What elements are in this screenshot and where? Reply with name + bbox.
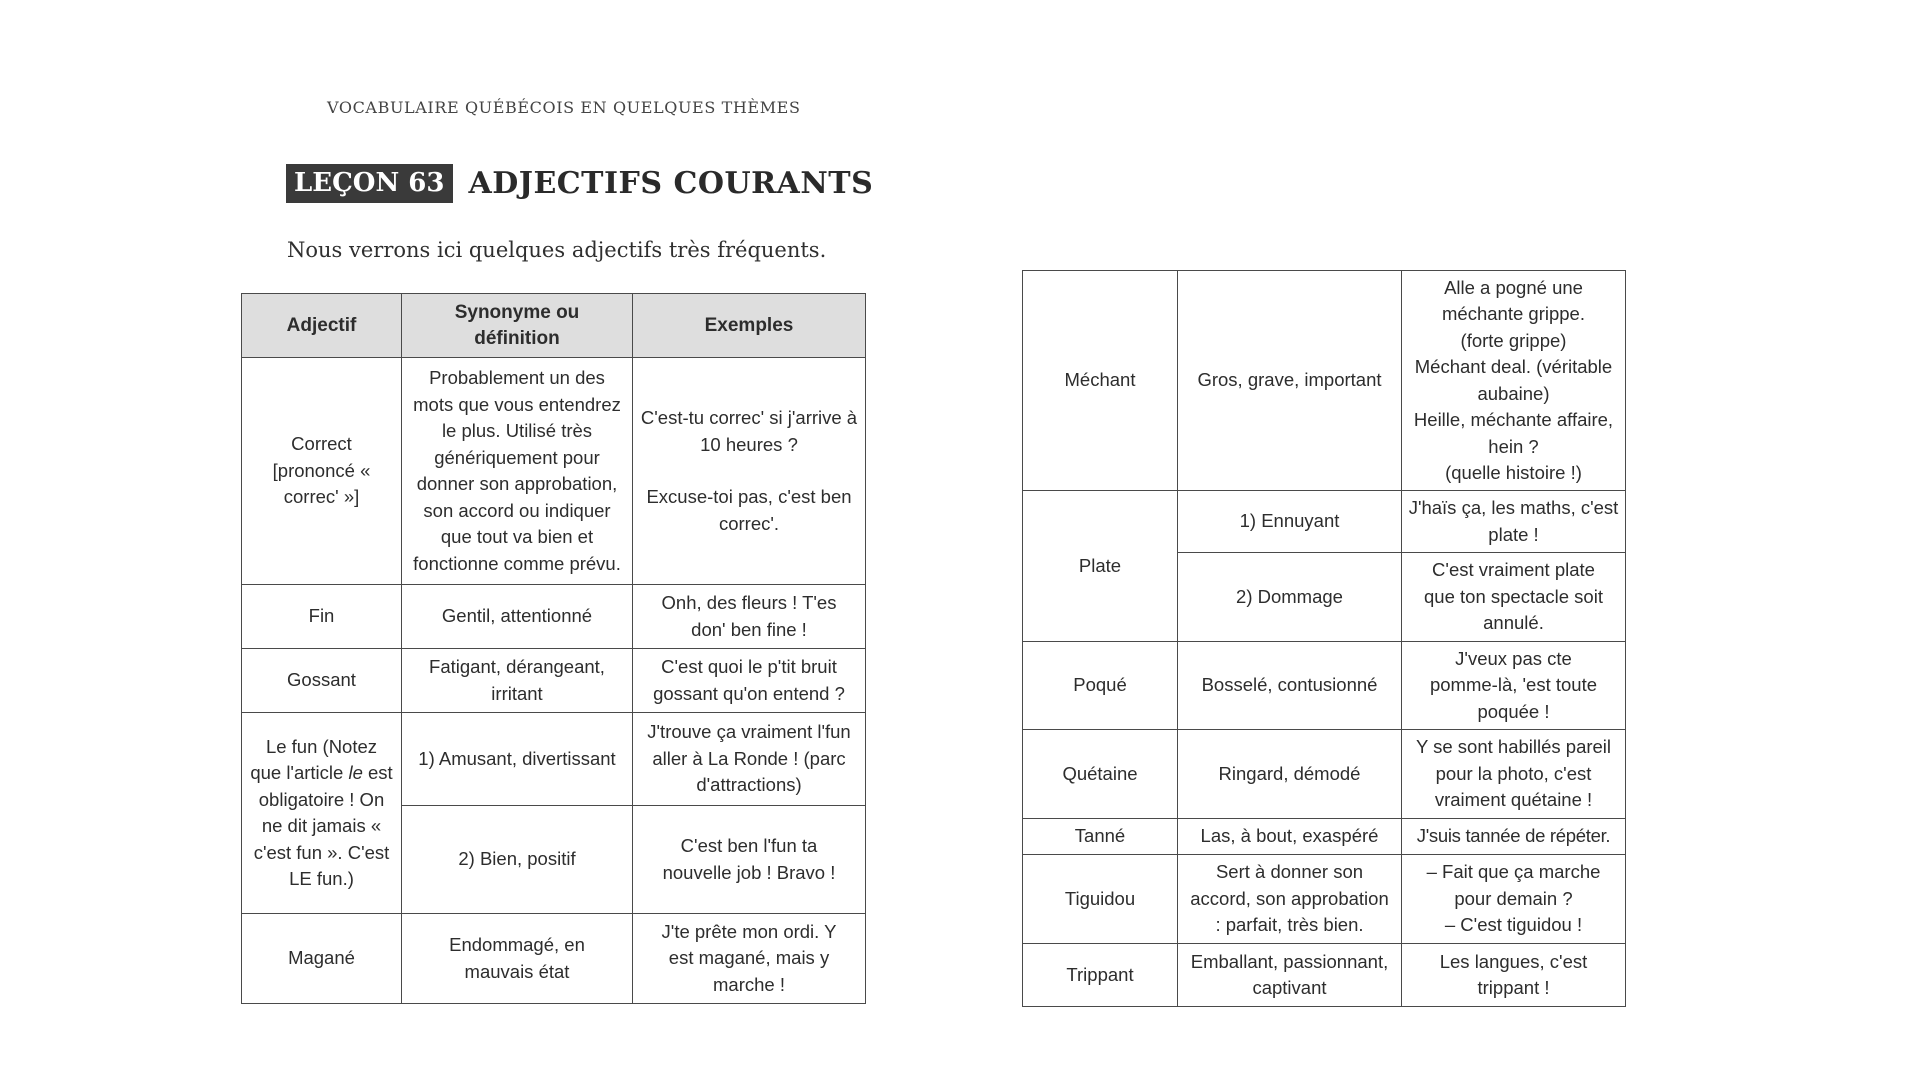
table-row: [1023, 819, 1626, 855]
adjectif-cell: Plate: [1023, 491, 1178, 642]
adjectif-cell: Poqué: [1023, 642, 1178, 730]
definition-cell: Bosselé, contusionné: [1178, 642, 1402, 730]
intro-text: Nous verrons ici quelques adjectifs très fréquents.: [287, 238, 827, 262]
adjectif-cell: Tiguidou: [1023, 855, 1178, 944]
lesson-heading: [286, 164, 873, 203]
example-line: Excuse-toi pas, c'est ben correc'.: [646, 486, 852, 534]
table-row: [1023, 271, 1626, 491]
exemples-cell: J'veux pas cte pomme-là, 'est toute poquée !: [1402, 642, 1626, 730]
exemples-cell: [633, 358, 866, 585]
adjectif-cell: Fin: [242, 585, 402, 649]
definition-cell: Ringard, démodé: [1178, 730, 1402, 819]
example-line: Heille, méchante affaire, hein ?: [1413, 409, 1614, 457]
adjectif-cell: Tanné: [1023, 819, 1178, 855]
exemples-cell: J'suis tannée de répéter.: [1402, 819, 1626, 855]
exemples-cell: C'est ben l'fun ta nouvelle job ! Bravo !: [633, 806, 866, 914]
adjectif-cell: Magané: [242, 914, 402, 1004]
definition-cell: Emballant, passionnant, captivant: [1178, 944, 1402, 1007]
table-row: [242, 914, 866, 1004]
definition-cell: Gentil, attentionné: [402, 585, 633, 649]
exemples-cell: Y se sont habillés pareil pour la photo, c'est vraiment quétaine !: [1402, 730, 1626, 819]
definition-cell: 1) Ennuyant: [1178, 491, 1402, 553]
exemples-cell: J'te prête mon ordi. Y est magané, mais y marche !: [633, 914, 866, 1004]
header-definition: Synonyme ou définition: [402, 294, 633, 358]
table-row: [242, 585, 866, 649]
definition-cell: 2) Dommage: [1178, 553, 1402, 642]
table-row: [242, 713, 866, 806]
table-row: [1023, 642, 1626, 730]
adjectif-cell: Correct [prononcé « correc' »]: [242, 358, 402, 585]
adjectif-cell: [242, 713, 402, 914]
table-row: [1023, 491, 1626, 553]
definition-cell: Las, à bout, exaspéré: [1178, 819, 1402, 855]
header-exemples: Exemples: [633, 294, 866, 358]
adjectif-text-italic: le: [348, 762, 363, 783]
adjectif-text: est obligatoire ! On ne dit jamais « c'est fun ». C'est LE fun.): [253, 762, 393, 889]
adjectif-cell: Gossant: [242, 649, 402, 713]
exemples-cell: J'trouve ça vraiment l'fun aller à La Ronde ! (parc d'attractions): [633, 713, 866, 806]
definition-cell: Fatigant, dérangeant, irritant: [402, 649, 633, 713]
exemples-cell: J'haïs ça, les maths, c'est plate !: [1402, 491, 1626, 553]
running-head: VOCABULAIRE QUÉBÉCOIS EN QUELQUES THÈMES: [327, 98, 801, 117]
exemples-cell: C'est vraiment plate que ton spectacle soit annulé.: [1402, 553, 1626, 642]
example-line: Alle a pogné une méchante grippe. (forte grippe): [1442, 276, 1585, 351]
header-adjectif: Adjectif: [242, 294, 402, 358]
example-line: C'est-tu correc' si j'arrive à 10 heures ?: [640, 407, 858, 455]
table-row: [242, 358, 866, 585]
vocab-table-right: [1022, 270, 1626, 1007]
example-line: Méchant deal. (véritable aubaine): [1414, 356, 1613, 404]
exemples-cell: [1402, 855, 1626, 944]
example-line: – C'est tiguidou !: [1444, 914, 1583, 936]
definition-cell: Probablement un des mots que vous entendrez le plus. Utilisé très génériquement pour donner son approbation, son accord ou indiquer que tout va bien et fonctionne comme prévu.: [402, 358, 633, 585]
definition-cell: Endommagé, en mauvais état: [402, 914, 633, 1004]
adjectif-cell: Quétaine: [1023, 730, 1178, 819]
table-row: [1023, 730, 1626, 819]
vocab-table-left: [241, 293, 866, 1004]
adjectif-cell: Méchant: [1023, 271, 1178, 491]
lesson-title: ADJECTIFS COURANTS: [468, 166, 874, 201]
exemples-cell: Les langues, c'est trippant !: [1402, 944, 1626, 1007]
table-header-row: [242, 294, 866, 358]
definition-cell: 1) Amusant, divertissant: [402, 713, 633, 806]
lesson-badge: LEÇON 63: [286, 164, 453, 203]
adjectif-cell: Trippant: [1023, 944, 1178, 1007]
exemples-cell: C'est quoi le p'tit bruit gossant qu'on entend ?: [633, 649, 866, 713]
exemples-cell: [1402, 271, 1626, 491]
definition-cell: Gros, grave, important: [1178, 271, 1402, 491]
adjectif-text: Le fun (Notez que l'article: [250, 735, 378, 783]
exemples-cell: Onh, des fleurs ! T'es don' ben fine !: [633, 585, 866, 649]
definition-cell: 2) Bien, positif: [402, 806, 633, 914]
definition-cell: Sert à donner son accord, son approbation : parfait, très bien.: [1178, 855, 1402, 944]
example-line: (quelle histoire !): [1445, 462, 1582, 483]
table-row: [1023, 944, 1626, 1007]
example-line: – Fait que ça marche pour demain ?: [1426, 861, 1601, 909]
table-row: [1023, 855, 1626, 944]
table-row: [242, 649, 866, 713]
